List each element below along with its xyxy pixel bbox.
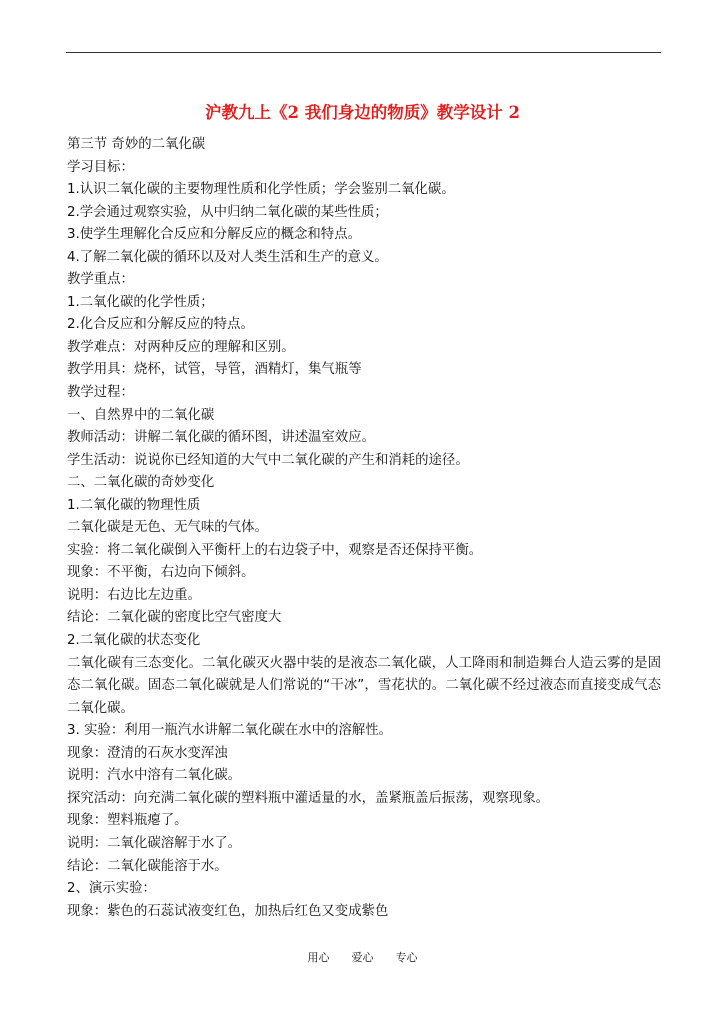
document-title: 沪教九上《2 我们身边的物质》教学设计 2 [205, 103, 520, 122]
paragraph-line: 学生活动：说说你已经知道的大气中二氧化碳的产生和消耗的途径。 [67, 452, 469, 468]
paragraph-line: 说明：二氧化碳溶解于水了。 [67, 835, 242, 851]
paragraph-line: 现象：紫色的石蕊试液变红色，加热后红色又变成紫色 [67, 903, 389, 919]
paragraph-line: 3. 实验：利用一瓶汽水讲解二氧化碳在水中的溶解性。 [67, 723, 393, 739]
topic-heading: 1.二氧化碳的物理性质 [67, 497, 201, 513]
objective-item: 1.认识二氧化碳的主要物理性质和化学性质；学会鉴别二氧化碳。 [67, 182, 455, 198]
key-point-item: 1.二氧化碳的化学性质； [67, 294, 214, 310]
paragraph-line: 现象：塑料瓶瘪了。 [67, 813, 188, 829]
document-body [67, 134, 661, 923]
page-footer: 用心 爱心 专心 [307, 951, 418, 964]
objective-item: 4.了解二氧化碳的循环以及对人类生活和生产的意义。 [67, 249, 388, 265]
paragraph-line: 探究活动：向充满二氧化碳的塑料瓶中灌适量的水，盖紧瓶盖后振荡，观察现象。 [67, 790, 550, 806]
paragraph-line: 说明：右边比左边重。 [67, 587, 201, 603]
section-heading: 第三节 奇妙的二氧化碳 [67, 137, 206, 152]
paragraph-line: 二氧化碳是无色、无气味的气体。 [67, 520, 268, 536]
topic-heading: 2.二氧化碳的状态变化 [67, 633, 201, 649]
paragraph-line: 说明：汽水中溶有二氧化碳。 [67, 768, 242, 784]
paragraph-line: 现象：澄清的石灰水变浑浊 [67, 745, 228, 761]
materials-line: 教学用具：烧杯，试管，导管，酒精灯，集气瓶等 [67, 362, 362, 378]
key-points-label: 教学重点： [67, 272, 134, 288]
difficulty-line: 教学难点：对两种反应的理解和区别。 [67, 339, 295, 355]
paragraph-line: 实验：将二氧化碳倒入平衡杆上的右边袋子中，观察是否还保持平衡。 [67, 542, 483, 558]
subsection-heading: 二、二氧化碳的奇妙变化 [67, 475, 215, 491]
objective-item: 3.使学生理解化合反应和分解反应的概念和特点。 [67, 227, 361, 243]
paragraph-multiline: 二氧化碳有三态变化。二氧化碳灭火器中装的是液态二氧化碳，人工降雨和制造舞台人造云雾的是固态二氧化碳。固态二氧化碳就是人们常说的“干冰”，雪花状的。二氧化碳不经过液态而直接变成气态二氧化碳。 [67, 655, 661, 716]
process-label: 教学过程： [67, 385, 134, 401]
paragraph-line: 现象：不平衡，右边向下倾斜。 [67, 565, 255, 581]
objective-item: 2.学会通过观察实验，从中归纳二氧化碳的某些性质； [67, 204, 388, 220]
key-point-item: 2.化合反应和分解反应的特点。 [67, 317, 254, 333]
objectives-label: 学习目标： [67, 159, 134, 175]
header-rule [66, 52, 661, 53]
paragraph-line: 教师活动：讲解二氧化碳的循环图，讲述温室效应。 [67, 430, 375, 446]
paragraph-line: 结论：二氧化碳的密度比空气密度大 [67, 610, 282, 626]
subsection-heading: 一、自然界中的二氧化碳 [67, 407, 215, 423]
paragraph-line: 2、演示实验： [67, 881, 156, 897]
paragraph-line: 结论：二氧化碳能溶于水。 [67, 858, 228, 874]
